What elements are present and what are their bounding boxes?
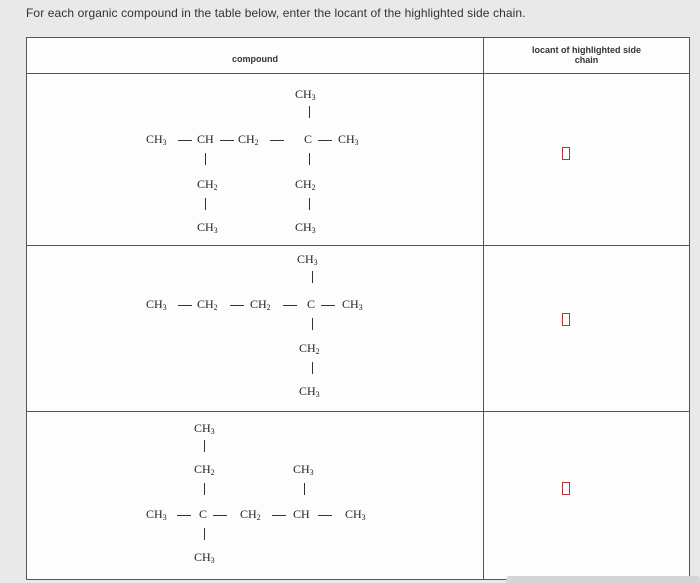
c3-bond [213,515,227,516]
c3-main-2: C [199,507,208,521]
c2-bond [312,318,313,330]
row-divider-1 [27,245,689,246]
c1-bond [309,198,310,210]
c1-main-1: $CH_3$ [146,132,167,147]
c2-bond [283,305,297,306]
horizontal-scrollbar[interactable] [506,576,700,583]
locant-answer-input-2[interactable] [562,313,570,326]
c1-bond [205,198,206,210]
c3-bond [177,515,191,516]
c3-sub-below: $CH_3$ [194,550,215,565]
header-locant-line2: chain [574,55,599,65]
c3-bond [272,515,286,516]
c3-bond [204,440,205,452]
c2-bond [312,362,313,374]
locant-answer-input-1[interactable] [562,147,570,160]
header-compound: compound [232,54,278,64]
c1-main-3: $CH_2$ [238,132,259,147]
c1-bond [309,106,310,118]
column-divider [483,38,484,579]
c3-sub-top-2: $CH_2$ [194,462,215,477]
c3-bond [204,483,205,495]
c1-sub-left-1: $CH_2$ [197,177,218,192]
c1-bond [220,140,234,141]
c1-sub-right-1: $CH_2$ [295,177,316,192]
header-divider [27,73,689,74]
c3-main-3: $CH_2$ [240,507,261,522]
c2-bond [178,305,192,306]
c1-bond [270,140,284,141]
c3-sub-right-top: $CH_3$ [293,462,314,477]
row-divider-2 [27,411,689,412]
c3-bond [304,483,305,495]
c2-main-5: $CH_3$ [342,297,363,312]
c3-sub-top-1: $CH_3$ [194,421,215,436]
c1-bond [178,140,192,141]
c3-main-5: $CH_3$ [345,507,366,522]
c1-bond [318,140,332,141]
c2-main-4: C [307,297,316,311]
c2-sub-below-1: $CH_2$ [299,341,320,356]
c3-main-4: CH [293,507,310,521]
c3-bond [204,528,205,540]
c1-bond [309,153,310,165]
header-locant-line1: locant of highlighted side [532,45,641,55]
c2-main-3: $CH_2$ [250,297,271,312]
c1-main-4: C [304,132,313,146]
c1-bond [205,153,206,165]
c2-bond [312,271,313,283]
c3-main-1: $CH_3$ [146,507,167,522]
c2-sub-top: $CH_3$ [297,252,318,267]
header-locant [484,45,689,65]
c1-sub-top [295,87,316,102]
c2-main-1: $CH_3$ [146,297,167,312]
c2-bond [230,305,244,306]
c2-main-2: $CH_2$ [197,297,218,312]
c1-main-5: $CH_3$ [338,132,359,147]
instructions-text: For each organic compound in the table below, enter the locant of the highlighted side chain. [26,6,526,20]
c1-main-2: CH [197,132,214,146]
c3-bond [318,515,332,516]
c1-sub-left-2: $CH_3$ [197,220,218,235]
c1-sub-top-text: $CH_3$ [295,87,316,102]
c2-bond [321,305,335,306]
locant-answer-input-3[interactable] [562,482,570,495]
c1-sub-right-2: $CH_3$ [295,220,316,235]
c2-sub-below-2: $CH_3$ [299,384,320,399]
